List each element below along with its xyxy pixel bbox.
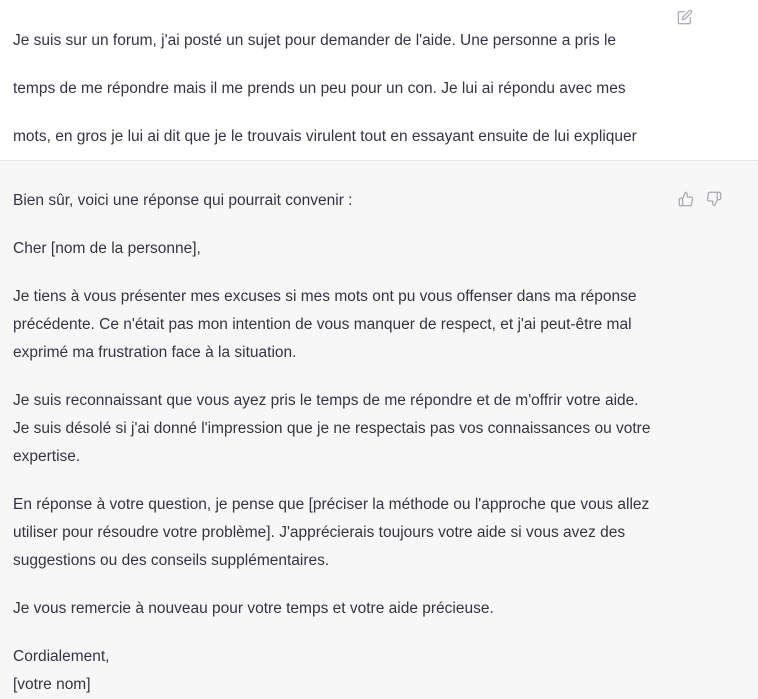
assistant-message [0,162,758,697]
user-message-line: mots, en gros je lui ai dit que je le trouvais virulent tout en essayant ensuite de lui expliquer [13,128,637,145]
user-message-line: Je suis sur un forum, j'ai posté un sujet pour demander de l'aide. Une personne a pris le [13,32,617,49]
edit-button[interactable] [675,7,695,27]
assistant-paragraph: Bien sûr, voici une réponse qui pourrait convenir : [13,192,353,209]
user-message-line: temps de me répondre mais il me prends un peu pour un con. Je lui ai répondu avec mes [13,80,626,97]
thumbs-up-icon [678,191,694,207]
user-message [0,0,758,161]
thumbs-up-button[interactable] [676,189,695,208]
assistant-message-text [13,187,673,699]
assistant-paragraph: Je vous remercie à nouveau pour votre temps et votre aide précieuse. [13,600,494,617]
thumbs-down-icon [706,191,722,207]
edit-icon [677,9,693,25]
thumbs-down-button[interactable] [704,189,723,208]
assistant-paragraph: En réponse à votre question, je pense que [préciser la méthode ou l'approche que vous allez utiliser pour résoudre votre problème]. J'apprécierais toujours votre aide si vous avez des suggestions ou des conseils supplémentaires. [13,496,650,569]
signature: Cordialement, [votre nom] [13,648,110,693]
assistant-paragraph: Je suis reconnaissant que vous ayez pris le temps de me répondre et de m'offrir votre aide. Je suis désolé si j'ai donné l'impression que je ne respectais pas vos connaissances ou votre expertise. [13,392,651,465]
assistant-paragraph: Cher [nom de la personne], [13,240,201,257]
assistant-paragraph: Je tiens à vous présenter mes excuses si mes mots ont pu vous offenser dans ma réponse précédente. Ce n'était pas mon intention de vous manquer de respect, et j'ai peut-être mal exprimé ma frustration face à la situation. [13,288,637,361]
feedback-buttons [676,189,723,208]
